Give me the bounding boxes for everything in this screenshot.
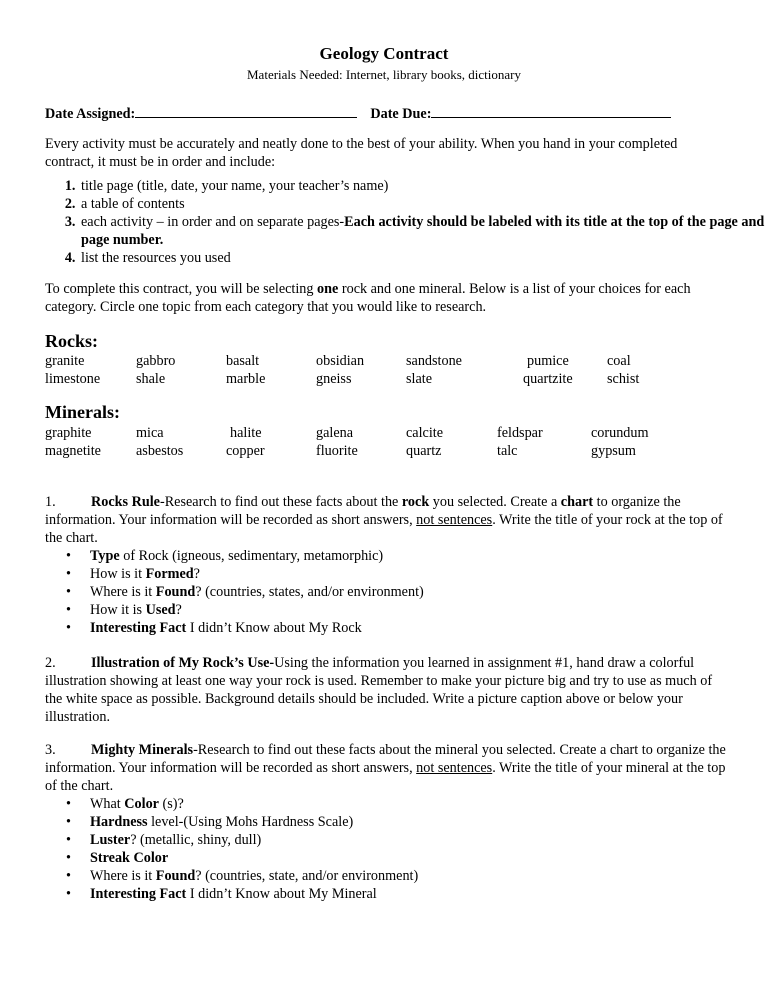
rocks-heading: Rocks: bbox=[45, 331, 98, 351]
mineral-option[interactable]: asbestos bbox=[136, 443, 184, 459]
rock-option[interactable]: slate bbox=[406, 371, 432, 387]
list-item: • What Color (s)? bbox=[90, 795, 418, 813]
activity-number: 1. bbox=[45, 494, 56, 510]
activity-title: Illustration of My Rock’s Use- bbox=[91, 655, 275, 671]
rock-option[interactable]: marble bbox=[226, 371, 266, 387]
mineral-option[interactable]: copper bbox=[226, 443, 265, 459]
activity-2-paragraph: 2. Illustration of My Rock’s Use-Using the information you learned in assignment #1, hand draw a colorful illustration showing at least one way your rock is used. Remember to make your picture big and try to use as much of the white space as possible. Background details should be included. Write a picture caption above or below your illustration. bbox=[45, 655, 713, 725]
activity-title: Mighty Minerals bbox=[91, 742, 194, 758]
mineral-option[interactable]: corundum bbox=[591, 425, 649, 441]
list-item: • Luster? (metallic, shiny, dull) bbox=[90, 831, 418, 849]
rock-option[interactable]: limestone bbox=[45, 371, 101, 387]
rock-option[interactable]: obsidian bbox=[316, 353, 365, 369]
rock-option[interactable]: gneiss bbox=[316, 371, 352, 387]
document-title: Geology Contract bbox=[319, 44, 449, 63]
mineral-option[interactable]: calcite bbox=[406, 425, 444, 441]
mineral-option[interactable]: magnetite bbox=[45, 443, 101, 459]
minerals-heading: Minerals: bbox=[45, 402, 120, 422]
activity-title: Rocks Rule bbox=[91, 494, 160, 510]
list-item: • How is it Formed? bbox=[90, 565, 424, 583]
rock-option[interactable]: schist bbox=[607, 371, 640, 387]
mineral-option[interactable]: galena bbox=[316, 425, 354, 441]
activity-number: 3. bbox=[45, 742, 56, 758]
list-item: • Type of Rock (igneous, sedimentary, metamorphic) bbox=[90, 547, 424, 565]
list-item: • Streak Color bbox=[90, 849, 418, 867]
list-item: • Where is it Found? (countries, state, and/or environment) bbox=[90, 867, 418, 885]
date-due-label: Date Due: bbox=[370, 106, 432, 122]
rock-option[interactable]: pumice bbox=[527, 353, 569, 369]
list-item: • Interesting Fact I didn’t Know about My Rock bbox=[90, 619, 424, 637]
list-item: • Interesting Fact I didn’t Know about My Mineral bbox=[90, 885, 418, 903]
activity-3-bullets bbox=[90, 795, 418, 903]
list-item: • How it is Used? bbox=[90, 601, 424, 619]
list-item: 2. a table of contents bbox=[79, 195, 768, 213]
date-assigned-blank bbox=[135, 103, 357, 118]
materials-subtitle: Materials Needed: Internet, library books, dictionary bbox=[247, 67, 521, 82]
intro-paragraph: Every activity must be accurately and neatly done to the best of your ability. When you hand in your completed contract, it must be in order and include: bbox=[45, 136, 678, 170]
date-due-blank bbox=[431, 103, 671, 118]
rock-option[interactable]: quartzite bbox=[523, 371, 573, 387]
mineral-option[interactable]: mica bbox=[136, 425, 164, 441]
mineral-option[interactable]: graphite bbox=[45, 425, 92, 441]
activity-number: 2. bbox=[45, 655, 56, 671]
list-item: 1. title page (title, date, your name, your teacher’s name) bbox=[79, 177, 768, 195]
activity-1-paragraph: 1. Rocks Rule-Research to find out these facts about the rock you selected. Create a chart to organize the information. Your information will be recorded as short answers, not sentences. Write the title of your rock at the top of the chart. bbox=[45, 494, 723, 546]
selection-paragraph: To complete this contract, you will be selecting one rock and one mineral. Below is a list of your choices for each category. Circle one topic from each category that you would like to research. bbox=[45, 281, 691, 315]
rock-option[interactable]: basalt bbox=[226, 353, 260, 369]
rock-option[interactable]: shale bbox=[136, 371, 166, 387]
list-item: • Where is it Found? (countries, states, and/or environment) bbox=[90, 583, 424, 601]
mineral-option[interactable]: quartz bbox=[406, 443, 442, 459]
date-assigned-label: Date Assigned: bbox=[45, 106, 136, 122]
mineral-option[interactable]: talc bbox=[497, 443, 518, 459]
list-item: 3. each activity – in order and on separate pages-Each activity should be labeled with its title at the top of the page and page number. bbox=[79, 213, 768, 249]
activity-3-paragraph: 3. Mighty Minerals-Research to find out these facts about the mineral you selected. Create a chart to organize the information. Your information will be recorded as short answers, not sentences. Write the title of your mineral at the top of the chart. bbox=[45, 742, 726, 794]
mineral-option[interactable]: halite bbox=[230, 425, 262, 441]
activity-1-bullets bbox=[90, 547, 424, 637]
dates-line bbox=[45, 103, 671, 123]
mineral-option[interactable]: feldspar bbox=[497, 425, 543, 441]
list-item: • Hardness level-(Using Mohs Hardness Scale) bbox=[90, 813, 418, 831]
requirements-list bbox=[45, 177, 768, 267]
rock-option[interactable]: gabbro bbox=[136, 353, 176, 369]
mineral-option[interactable]: fluorite bbox=[316, 443, 358, 459]
rock-option[interactable]: granite bbox=[45, 353, 85, 369]
mineral-option[interactable]: gypsum bbox=[591, 443, 636, 459]
rock-option[interactable]: sandstone bbox=[406, 353, 462, 369]
rock-option[interactable]: coal bbox=[607, 353, 631, 369]
list-item: 4. list the resources you used bbox=[79, 249, 768, 267]
